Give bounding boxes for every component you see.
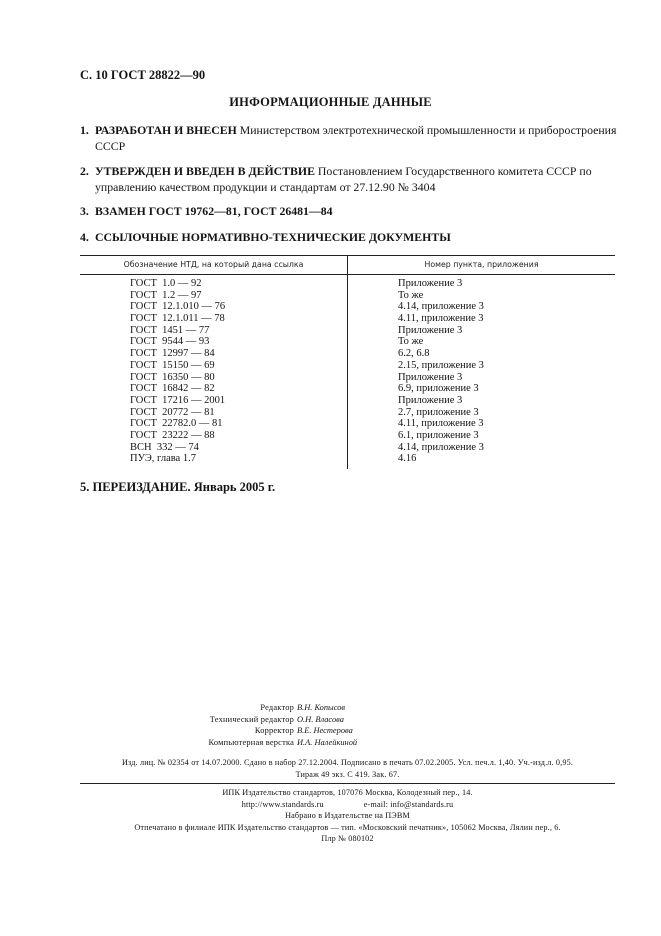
clause-ref: Приложение 3: [398, 278, 463, 289]
clause-ref: Приложение 3: [398, 394, 463, 406]
credit-name: И.А. Налейкиной: [297, 737, 358, 747]
credit-label: Компьютерная верстка: [208, 737, 294, 747]
credit-proofreader: [0, 725, 661, 737]
item-text: Постановлением Государственного комитета СССР по управлению качеством продукции и стандартам от 27.12.90 № 3404: [95, 164, 592, 194]
doc-designation: ГОСТ 9544 — 93: [130, 336, 210, 348]
item-lead: РАЗРАБОТАН И ВНЕСЕН: [95, 123, 237, 137]
doc-designation: ГОСТ 16350 — 80: [130, 371, 215, 383]
table-row: [80, 418, 615, 430]
clause-ref: 4.16: [398, 453, 417, 465]
publisher-website[interactable]: http://www.standards.ru: [241, 799, 324, 809]
credit-editor: [0, 702, 661, 714]
doc-designation: ГОСТ 12.1.011 — 78: [130, 313, 225, 325]
doc-designation: ВСН 332 — 74: [130, 441, 199, 453]
clause-ref: 6.1, приложение 3: [398, 429, 479, 441]
clause-ref: 4.14, приложение 3: [398, 301, 484, 313]
table-header-designation: Обозначение НТД, на который дана ссылка: [123, 260, 304, 269]
doc-designation: ГОСТ 1451 — 77: [130, 324, 210, 336]
doc-designation: ГОСТ 1.0 — 92: [130, 278, 202, 289]
imprint-divider: [80, 783, 615, 784]
credit-name: О.Н. Власова: [297, 714, 344, 724]
table-row: [80, 372, 615, 384]
credit-label: Корректор: [254, 726, 294, 735]
clause-ref: 2.7, приложение 3: [398, 406, 479, 418]
credit-label: Технический редактор: [209, 714, 294, 724]
table-row: [80, 383, 615, 395]
clause-ref: 4.14, приложение 3: [398, 441, 484, 453]
item-lead: УТВЕРЖДЕН И ВВЕДЕН В ДЕЙСТВИЕ: [95, 164, 315, 178]
table-row: [80, 360, 615, 372]
item-lead: ССЫЛОЧНЫЕ НОРМАТИВНО-ТЕХНИЧЕСКИЕ ДОКУМЕНТЫ: [95, 230, 451, 244]
doc-designation: ГОСТ 15150 — 69: [130, 359, 215, 371]
doc-designation: ГОСТ 23222 — 88: [130, 429, 215, 441]
info-item-3: [80, 203, 620, 219]
doc-designation: ГОСТ 20772 — 81: [130, 406, 215, 418]
doc-designation: ГОСТ 22782.0 — 81: [130, 418, 223, 430]
table-row: [80, 395, 615, 407]
doc-designation: ГОСТ 12997 — 84: [130, 348, 215, 360]
table-row: [80, 278, 615, 290]
clause-ref: То же: [398, 289, 424, 301]
table-row: [80, 453, 615, 465]
table-header-clause: Номер пункта, приложения: [424, 260, 539, 269]
item-number: 3.: [80, 204, 89, 218]
credits-block: [0, 702, 661, 748]
typeset-note: Набрано в Издательстве на ПЭВМ: [285, 811, 410, 820]
table-row: [80, 336, 615, 348]
page-header: С. 10 ГОСТ 28822—90: [80, 68, 206, 82]
table-row: [80, 430, 615, 442]
section-title: ИНФОРМАЦИОННЫЕ ДАННЫЕ: [229, 95, 432, 109]
doc-designation: ГОСТ 12.1.010 — 76: [130, 301, 226, 313]
clause-ref: То же: [398, 336, 424, 348]
table-row: [80, 325, 615, 337]
clause-ref: 2.15, приложение 3: [398, 359, 484, 371]
credit-name: В.Н. Копысов: [297, 703, 346, 712]
table-row: [80, 348, 615, 360]
info-item-2: [80, 163, 620, 195]
credit-tech-editor: [0, 714, 661, 726]
info-item-1: [80, 122, 620, 154]
doc-designation: ГОСТ 17216 — 2001: [130, 394, 226, 406]
publisher-address: ИПК Издательство стандартов, 107076 Москва, Колодезный пер., 14.: [222, 788, 473, 797]
item-number: 1.: [80, 123, 89, 137]
publisher-contacts: [60, 799, 635, 811]
printed-note: Отпечатано в филиале ИПК Издательство стандартов — тип. «Московский печатник», 105062 Москва, Лялин пер., 6.: [134, 822, 561, 832]
table-row: [80, 301, 615, 313]
item-number: 4.: [80, 230, 89, 244]
doc-designation: ПУЭ, глава 1.7: [130, 453, 196, 465]
table-row: [80, 290, 615, 302]
clause-ref: 6.9, приложение 3: [398, 383, 479, 395]
item-number: 2.: [80, 164, 89, 178]
clause-ref: Приложение 3: [398, 324, 463, 336]
credit-name: В.Е. Нестерова: [297, 726, 353, 735]
table-row: [80, 407, 615, 419]
info-item-4: [80, 229, 620, 245]
table-body: [80, 278, 615, 465]
clause-ref: 4.11, приложение 3: [398, 418, 484, 430]
imprint-line: Тираж 49 экз. С 419. Зак. 67.: [295, 769, 400, 779]
table-row: [80, 313, 615, 325]
item-text: Министерством электротехнической промышленности и приборостроения СССР: [95, 123, 617, 153]
publisher-email[interactable]: e-mail: info@standards.ru: [363, 799, 454, 809]
reissue-note: 5. ПЕРЕИЗДАНИЕ. Январь 2005 г.: [80, 480, 276, 494]
print-imprint: [80, 757, 615, 780]
clause-ref: Приложение 3: [398, 371, 463, 383]
doc-designation: ГОСТ 1.2 — 97: [130, 289, 202, 301]
license-number: Плр № 080102: [321, 834, 374, 843]
clause-ref: 4.11, приложение 3: [398, 313, 484, 325]
reference-documents-table: [80, 255, 615, 469]
imprint-line: Изд. лиц. № 02354 от 14.07.2000. Сдано в набор 27.12.2004. Подписано в печать 07.02.2005. Усл. печ.л. 1,40. Уч.-изд.л. 0,95.: [121, 758, 574, 767]
doc-designation: ГОСТ 16842 — 82: [130, 383, 215, 395]
table-row: [80, 442, 615, 454]
publisher-info: [60, 787, 635, 845]
clause-ref: 6.2, 6.8: [398, 348, 430, 360]
credit-layout: [0, 737, 661, 749]
item-lead: ВЗАМЕН ГОСТ 19762—81, ГОСТ 26481—84: [95, 204, 333, 218]
credit-label: Редактор: [260, 703, 294, 712]
